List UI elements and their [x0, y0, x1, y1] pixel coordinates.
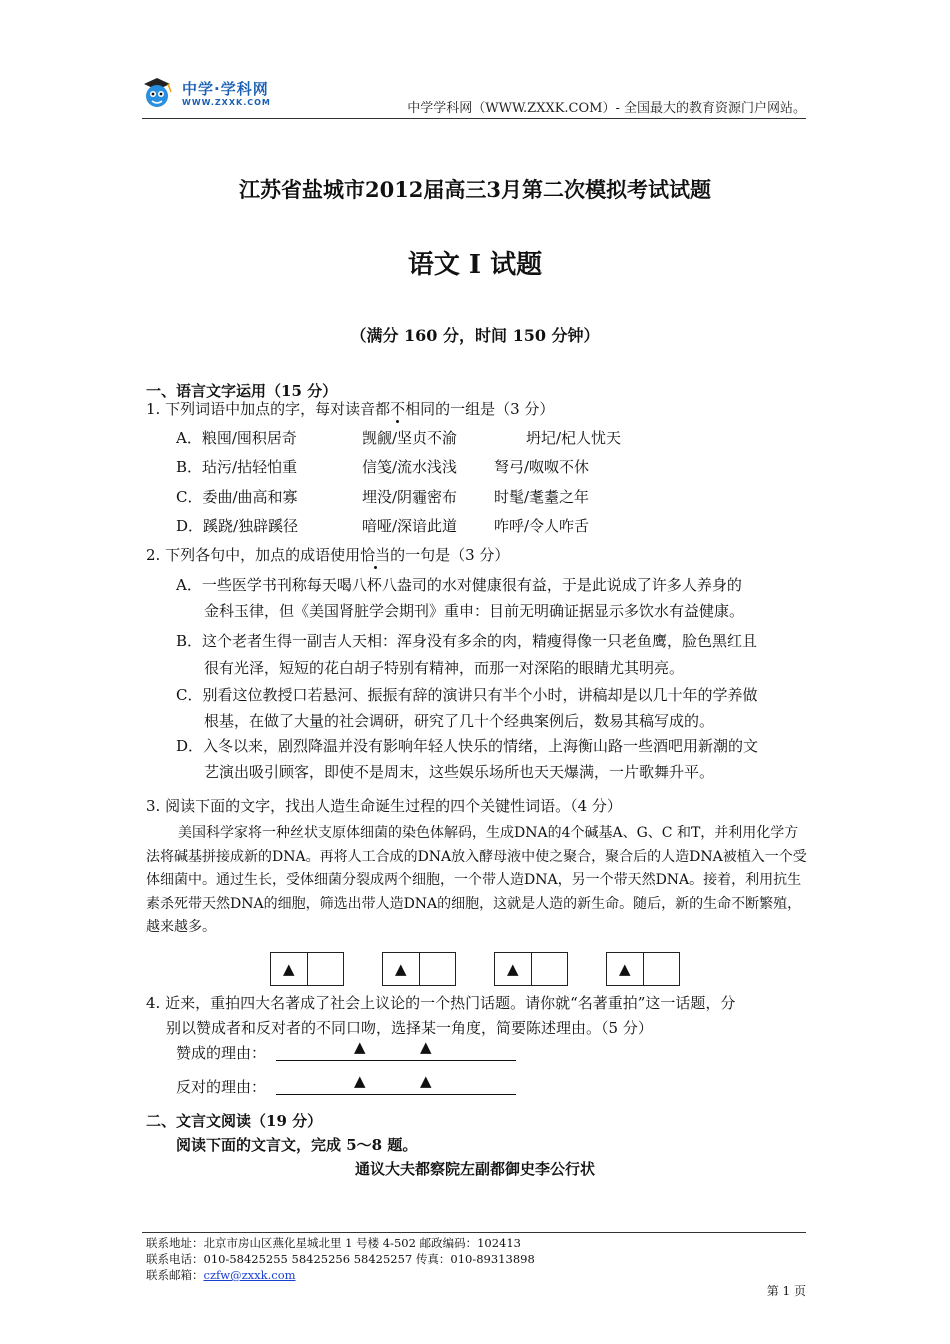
option-row: [176, 486, 590, 507]
stem-text: 1. 下列词语中加点的字，每对读音都: [146, 400, 391, 418]
option-a-line2: 金科玉律，但《美国肾脏学会期刊》重申：目前无明确证据显示多饮水有益健康。: [204, 602, 745, 620]
option-c: C．委曲/曲高和寡: [176, 488, 298, 506]
mascot-icon: [140, 74, 174, 112]
header-divider: [142, 118, 806, 119]
option-row: [176, 427, 622, 448]
stem-text: 2. 下列各句中，加点的成语使用: [146, 546, 361, 564]
option-text: 喑哑/深谙此道: [362, 517, 458, 535]
paper-title: 语文 I 试题: [407, 250, 543, 280]
footer-divider: [142, 1232, 806, 1233]
question-stem: [146, 398, 554, 419]
exam-title: 江苏省盐城市2012届高三3月第二次模拟考试试题: [238, 177, 712, 202]
option-row: [176, 456, 590, 477]
option-b-line1: B．这个老者生得一副吉人天相：浑身没有多余的肉，精瘦得像一只老鱼鹰，脸色黑红且: [176, 632, 758, 650]
option-text: 觊觎/坚贞不渝: [362, 429, 458, 447]
answer-box[interactable]: [494, 952, 568, 986]
section-heading: 二、文言文阅读（19 分）: [146, 1112, 323, 1130]
answer-box[interactable]: [270, 952, 344, 986]
question-stem-line1: 4. 近来，重拍四大名著成了社会上议论的一个热门话题。请你就“名著重拍”这一话题，分: [146, 994, 736, 1012]
footer-phone: 联系电话：010-58425255 58425256 58425257 传真：010-89313898: [146, 1252, 535, 1266]
pro-answer-blank[interactable]: [276, 1038, 516, 1061]
answer-marker: ▲: [420, 1038, 432, 1056]
header-site-text: 中学学科网（WWW.ZXXK.COM）- 全国最大的教育资源门户网站。: [407, 101, 806, 116]
question-stem: [146, 544, 509, 565]
exam-note: （满分 160 分，时间 150 分钟）: [350, 326, 600, 345]
answer-marker: ▲: [420, 1072, 432, 1090]
answer-marker: ▲: [506, 960, 519, 978]
answer-marker: ▲: [354, 1072, 366, 1090]
logo-url: WWW.ZXXK.COM: [182, 98, 271, 107]
con-answer-blank[interactable]: [276, 1072, 516, 1095]
answer-marker: ▲: [282, 960, 295, 978]
page-number: 第 1 页: [766, 1284, 806, 1298]
stem-text: 相同的一组是（3 分）: [405, 400, 555, 418]
question-stem: 3. 阅读下面的文字，找出人造生命诞生过程的四个关键性词语。（4 分）: [146, 797, 622, 815]
stem-text: 的一句是（3 分）: [390, 546, 510, 564]
option-a-line1: A．一些医学书刊称每天喝八杯八盎司的水对健康很有益，于是此说成了许多人养身的: [176, 576, 742, 594]
option-c-line1: C．别看这位教授口若悬河、振振有辞的演讲只有半个小时，讲稿却是以几十年的学养做: [176, 686, 758, 704]
question-stem-line2: 别以赞成者和反对者的不同口吻，选择某一角度，简要陈述理由。（5 分）: [166, 1019, 653, 1037]
option-d-line1: D．入冬以来，剧烈降温并没有影响年轻人快乐的情绪，上海衡山路一些酒吧用新潮的文: [176, 737, 759, 755]
logo-name: 中学·学科网: [182, 80, 269, 98]
option-c-line2: 根基，在做了大量的社会调研，研究了几十个经典案例后，数易其稿写成的。: [204, 712, 715, 730]
answer-marker: ▲: [394, 960, 407, 978]
section-instruction: 阅读下面的文言文，完成 5～8 题。: [176, 1136, 418, 1154]
option-row: [176, 515, 590, 536]
answer-marker: ▲: [354, 1038, 366, 1056]
option-text: 咋呼/令人咋舌: [494, 517, 590, 535]
option-b-line2: 很有光泽，短短的花白胡子特别有精神，而那一对深陷的眼睛尤其明亮。: [204, 659, 685, 677]
passage-title: 通议大夫都察院左副都御史李公行状: [354, 1160, 595, 1178]
option-text: 时髦/耄耋之年: [494, 488, 590, 506]
option-text: 信笺/流水浅浅: [362, 458, 458, 476]
option-d-line2: 艺演出吸引顾客，即使不是周末，这些娱乐场所也天天爆满，一片歌舞升平。: [204, 763, 715, 781]
emphasis-text: 不: [390, 400, 406, 418]
answer-marker: ▲: [618, 960, 631, 978]
email-link[interactable]: czfw@zxxk.com: [203, 1268, 296, 1282]
pro-label: 赞成的理由：: [176, 1044, 267, 1062]
footer-address: 联系地址：北京市房山区燕化星城北里 1 号楼 4-502 邮政编码：102413: [146, 1236, 521, 1250]
option-text: 埋没/阴霾密布: [362, 488, 458, 506]
email-label: 联系邮箱：: [146, 1268, 204, 1282]
option-text: 坍圮/杞人忧天: [526, 429, 622, 447]
answer-box[interactable]: [606, 952, 680, 986]
option-d: D．蹊跷/独辟蹊径: [176, 517, 299, 535]
con-label: 反对的理由：: [176, 1078, 267, 1096]
emphasis-text: 恰当: [360, 546, 391, 564]
option-a: A．粮囤/囤积居奇: [176, 429, 297, 447]
footer-email: [146, 1267, 296, 1283]
section-heading: 一、语言文字运用（15 分）: [146, 382, 338, 400]
site-logo[interactable]: [140, 74, 290, 114]
reading-passage: 美国科学家将一种丝状支原体细菌的染色体解码，生成DNA的4个碱基A、G、C 和T，并利用化学方法将碱基拼接成新的DNA。再将人工合成的DNA放入酵母液中使之聚合，聚合后的人造DNA被植入一个受体细菌中。通过生长，受体细菌分裂成两个细胞，一个带人造DNA，另一个带天然DNA。接着，利用抗生素杀死带天然DNA的细胞，筛选出带人造DNA的细胞，这就是人造的新生命。随后，新的生命不断繁殖，越来越多。: [146, 825, 807, 935]
option-b: B．玷污/拈轻怕重: [176, 458, 298, 476]
option-text: 弩弓/呶呶不休: [494, 458, 590, 476]
answer-box[interactable]: [382, 952, 456, 986]
